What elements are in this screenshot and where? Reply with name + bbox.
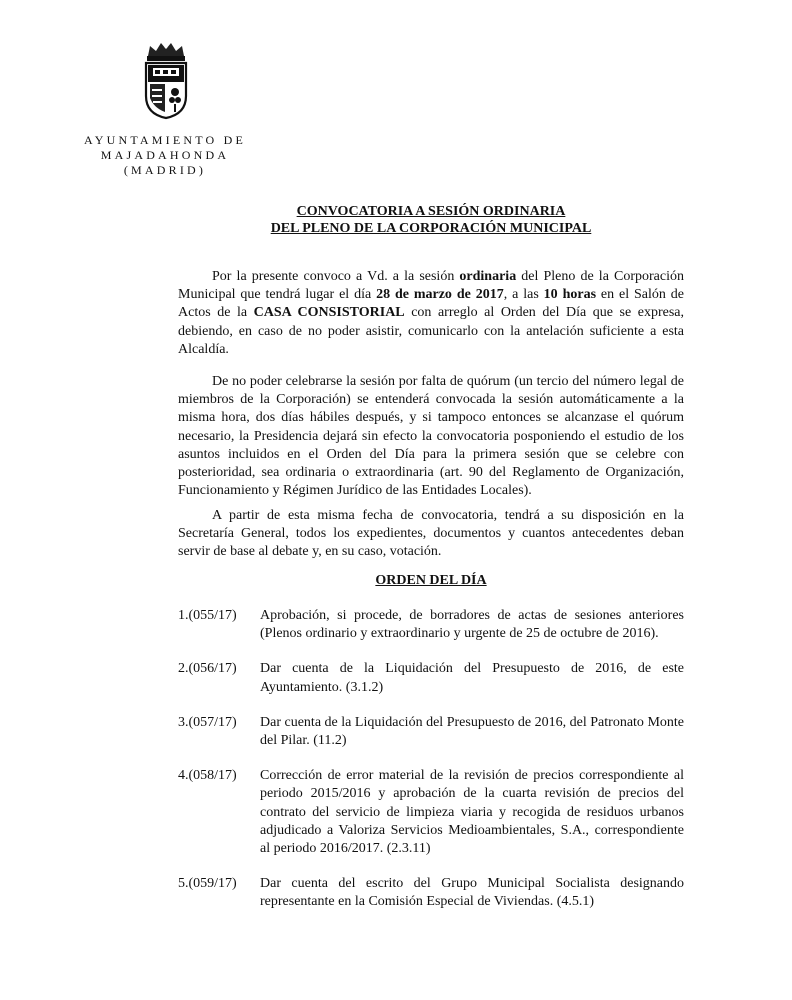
p1-time: 10 horas (543, 287, 597, 303)
p1-date: 28 de marzo de 2017 (376, 287, 504, 303)
p1-text-4: en el Salón de Actos de la (178, 287, 685, 321)
agenda-item-text: Dar cuenta de la Liquidación del Presupuesto de 2016, del Patronato Monte del Pilar. (11.2) (260, 714, 684, 749)
agenda-item-text: Corrección de error material de la revisión de precios correspondiente al periodo 2015/2016 y aprobación de la cuarta revisión de precios del contrato del servicio de limpieza viaria y recogida de residuos urbanos adjudicado a Valoriza Servicios Medioambientales, S.A., correspondiente al periodo 2016/2017. (2.3.11) (260, 768, 684, 857)
agenda-title: ORDEN DEL DÍA (375, 573, 487, 588)
agenda-item (178, 607, 684, 643)
agenda-item-number: 3.(057/17) (178, 714, 237, 730)
p1-text-1: Por la presente convoco a Vd. a la sesión (212, 269, 460, 284)
org-line-2: MAJADAHONDA (100, 148, 230, 162)
agenda-item-text: Dar cuenta del escrito del Grupo Municipal Socialista designando representante en la Comisión Especial de Viviendas. (4.5.1) (260, 876, 684, 910)
p3-text: A partir de esta misma fecha de convocatoria, tendrá a su disposición en la Secretaría General, todos los expedientes, documentos y cuantos antecedentes deban servir de base al debate y, en su caso, votación. (178, 508, 684, 560)
agenda-list (178, 607, 684, 929)
org-line-3: (MADRID) (123, 163, 207, 177)
agenda-item (178, 767, 684, 858)
org-line-1: AYUNTAMIENTO DE (83, 133, 247, 147)
paragraph-convocation (178, 268, 684, 359)
coat-of-arms-icon (140, 40, 192, 120)
agenda-item (178, 660, 684, 696)
agenda-item (178, 875, 684, 911)
paragraph-quorum (178, 373, 684, 500)
document-title (178, 203, 684, 237)
agenda-item (178, 714, 684, 750)
agenda-item-number: 5.(059/17) (178, 876, 237, 892)
p1-text-2: del Pleno de la Corporación Municipal que tendrá lugar el día (178, 269, 684, 303)
p2-text: De no poder celebrarse la sesión por falta de quórum (un tercio del número legal de miembros de la Corporación) se entenderá convocada la sesión automáticamente a la misma hora, dos días hábiles después, y si tampoco entonces se alcanzase el quórum necesario, la Presidencia dejará sin efecto la convocatoria posponiendo el estudio de los asuntos incluidos en el Orden del Día para la primera sesión que se celebre con posterioridad, sea ordinaria o extraordinaria (art. 90 del Reglamento de Organización, Funcionamiento y Régimen Jurídico de las Entidades Locales). (178, 374, 684, 499)
agenda-item-number: 2.(056/17) (178, 661, 237, 677)
organization-name (70, 133, 260, 178)
p1-text-3: , a las (503, 287, 544, 303)
p1-session-type: ordinaria (459, 269, 517, 284)
p1-text-5: con arreglo al Orden del Día que se expresa, debiendo, en caso de no poder asistir, comunicarlo con la antelación suficiente a esta Alcaldía. (178, 305, 685, 357)
agenda-item-number: 4.(058/17) (178, 768, 237, 784)
paragraph-documents (178, 507, 684, 562)
p1-venue: CASA CONSISTORIAL (253, 305, 405, 321)
title-line-2: DEL PLENO DE LA CORPORACIÓN MUNICIPAL (270, 221, 592, 236)
title-line-1: CONVOCATORIA A SESIÓN ORDINARIA (296, 204, 566, 219)
agenda-item-text: Aprobación, si procede, de borradores de actas de sesiones anteriores (Plenos ordinario y extraordinario y urgente de 25 de octubre de 2016). (260, 608, 684, 642)
agenda-item-text: Dar cuenta de la Liquidación del Presupuesto de 2016, de este Ayuntamiento. (3.1.2) (260, 661, 684, 695)
agenda-item-number: 1.(055/17) (178, 608, 237, 623)
